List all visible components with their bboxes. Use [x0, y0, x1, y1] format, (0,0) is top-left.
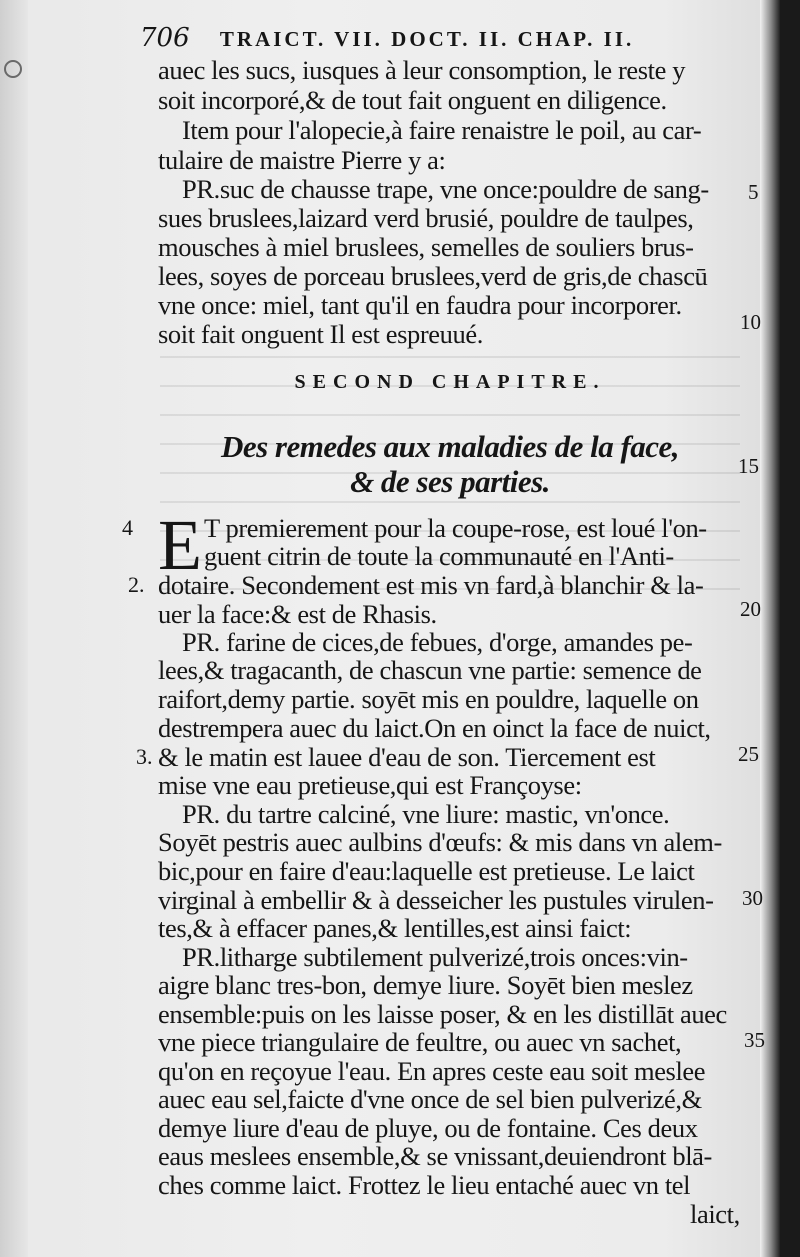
margin-line-number: 30 — [742, 886, 763, 910]
margin-line-number: 20 — [740, 597, 761, 621]
text-line: ches comme laict. Frottez le lieu entaché auec vn tel — [158, 1170, 691, 1200]
text-line: tes,& à effacer panes,& lentilles,est ainsi faict: — [158, 913, 632, 943]
chapter-heading: SECOND CHAPITRE. — [294, 371, 606, 393]
text-line: dotaire. Secondement est mis vn fard,à blanchir & la- — [158, 570, 704, 600]
text-line: Soyēt pestris auec aulbins d'œufs: & mis dans vn alem- — [158, 827, 722, 857]
text-line: PR.suc de chausse trape, vne once:pouldre de sang- — [182, 174, 709, 204]
page-gutter — [0, 0, 28, 1257]
text-line: eaus meslees ensemble,& se vnissant,deuiendront blā- — [158, 1141, 712, 1171]
text-line: vne piece triangulaire de feultre, ou auec vn sachet, — [158, 1027, 682, 1057]
text-line: vne once: miel, tant qu'il en faudra pour incorporer. — [158, 290, 682, 320]
text-line: T premierement pour la coupe-rose, est loué l'on- — [204, 513, 707, 543]
text-line: auec eau sel,faicte d'vne once de sel bien pulverizé,& — [158, 1084, 702, 1114]
text-line: PR. farine de cices,de febues, d'orge, amandes pe- — [182, 627, 693, 657]
text-line: & le matin est lauee d'eau de son. Tiercement est — [158, 742, 656, 772]
margin-line-number: 10 — [740, 310, 761, 334]
text-line: lees, soyes de porceau bruslees,verd de gris,de chascū — [158, 261, 708, 291]
margin-note-number: 3. — [136, 744, 153, 769]
text-line: destrempera auec du laict.On en oinct la face de nuict, — [158, 713, 711, 743]
drop-capital: E — [158, 505, 202, 585]
text-line: aigre blanc tres-bon, demye liure. Soyēt bien meslez — [158, 970, 693, 1000]
margin-stain — [4, 60, 22, 78]
text-line: virginal à embellir & à desseicher les pustules virulen- — [158, 885, 714, 915]
text-line: soit fait onguent Il est espreuué. — [158, 319, 483, 349]
running-title: TRAICT. VII. DOCT. II. CHAP. II. — [219, 27, 635, 51]
margin-line-number: 5 — [748, 180, 759, 204]
text-line: guent citrin de toute la communauté en l'Anti- — [204, 541, 674, 571]
text-line: PR.litharge subtilement pulverizé,trois onces:vin- — [182, 942, 688, 972]
text-line: tulaire de maistre Pierre y a: — [158, 145, 446, 175]
text-line: raifort,demy partie. soyēt mis en pouldre, laquelle on — [158, 684, 699, 714]
margin-note-number: 4 — [122, 515, 133, 540]
text-line: demye liure d'eau de pluye, ou de fontaine. Ces deux — [158, 1113, 698, 1143]
margin-line-number: 35 — [744, 1028, 765, 1052]
text-line: soit incorporé,& de tout fait onguent en diligence. — [158, 85, 667, 115]
page-number: 706 — [140, 23, 190, 53]
text-line: PR. du tartre calciné, vne liure: mastic, vn'once. — [182, 799, 670, 829]
text-line: uer la face:& est de Rhasis. — [158, 599, 437, 629]
margin-line-number: 25 — [738, 742, 759, 766]
page-header — [140, 20, 740, 56]
margin-line-number: 15 — [738, 454, 759, 478]
text-line: qu'on en reçoyue l'eau. En apres ceste eau soit meslee — [158, 1056, 706, 1086]
text-line: auec les sucs, iusques à leur consomption, le reste y — [158, 55, 686, 85]
chapter-title-line-2: & de ses parties. — [350, 464, 550, 499]
text-line: mousches à miel bruslees, semelles de souliers brus- — [158, 232, 694, 262]
text-line: bic,pour en faire d'eau:laquelle est pretieuse. Le laict — [158, 856, 695, 886]
text-line: mise vne eau pretieuse,qui est Françoyse: — [158, 770, 582, 800]
margin-note-number: 2. — [128, 572, 145, 597]
text-line: sues bruslees,laizard verd brusié, pouldre de taulpes, — [158, 203, 694, 233]
text-line: ensemble:puis on les laisse poser, & en les distillāt auec — [158, 999, 727, 1029]
text-line: laict, — [690, 1199, 740, 1229]
chapter-title-line-1: Des remedes aux maladies de la face, — [220, 429, 680, 464]
text-line: lees,& tragacanth, de chascun vne partie: semence de — [158, 655, 702, 685]
text-line: Item pour l'alopecie,à faire renaistre le poil, au car- — [182, 115, 702, 145]
